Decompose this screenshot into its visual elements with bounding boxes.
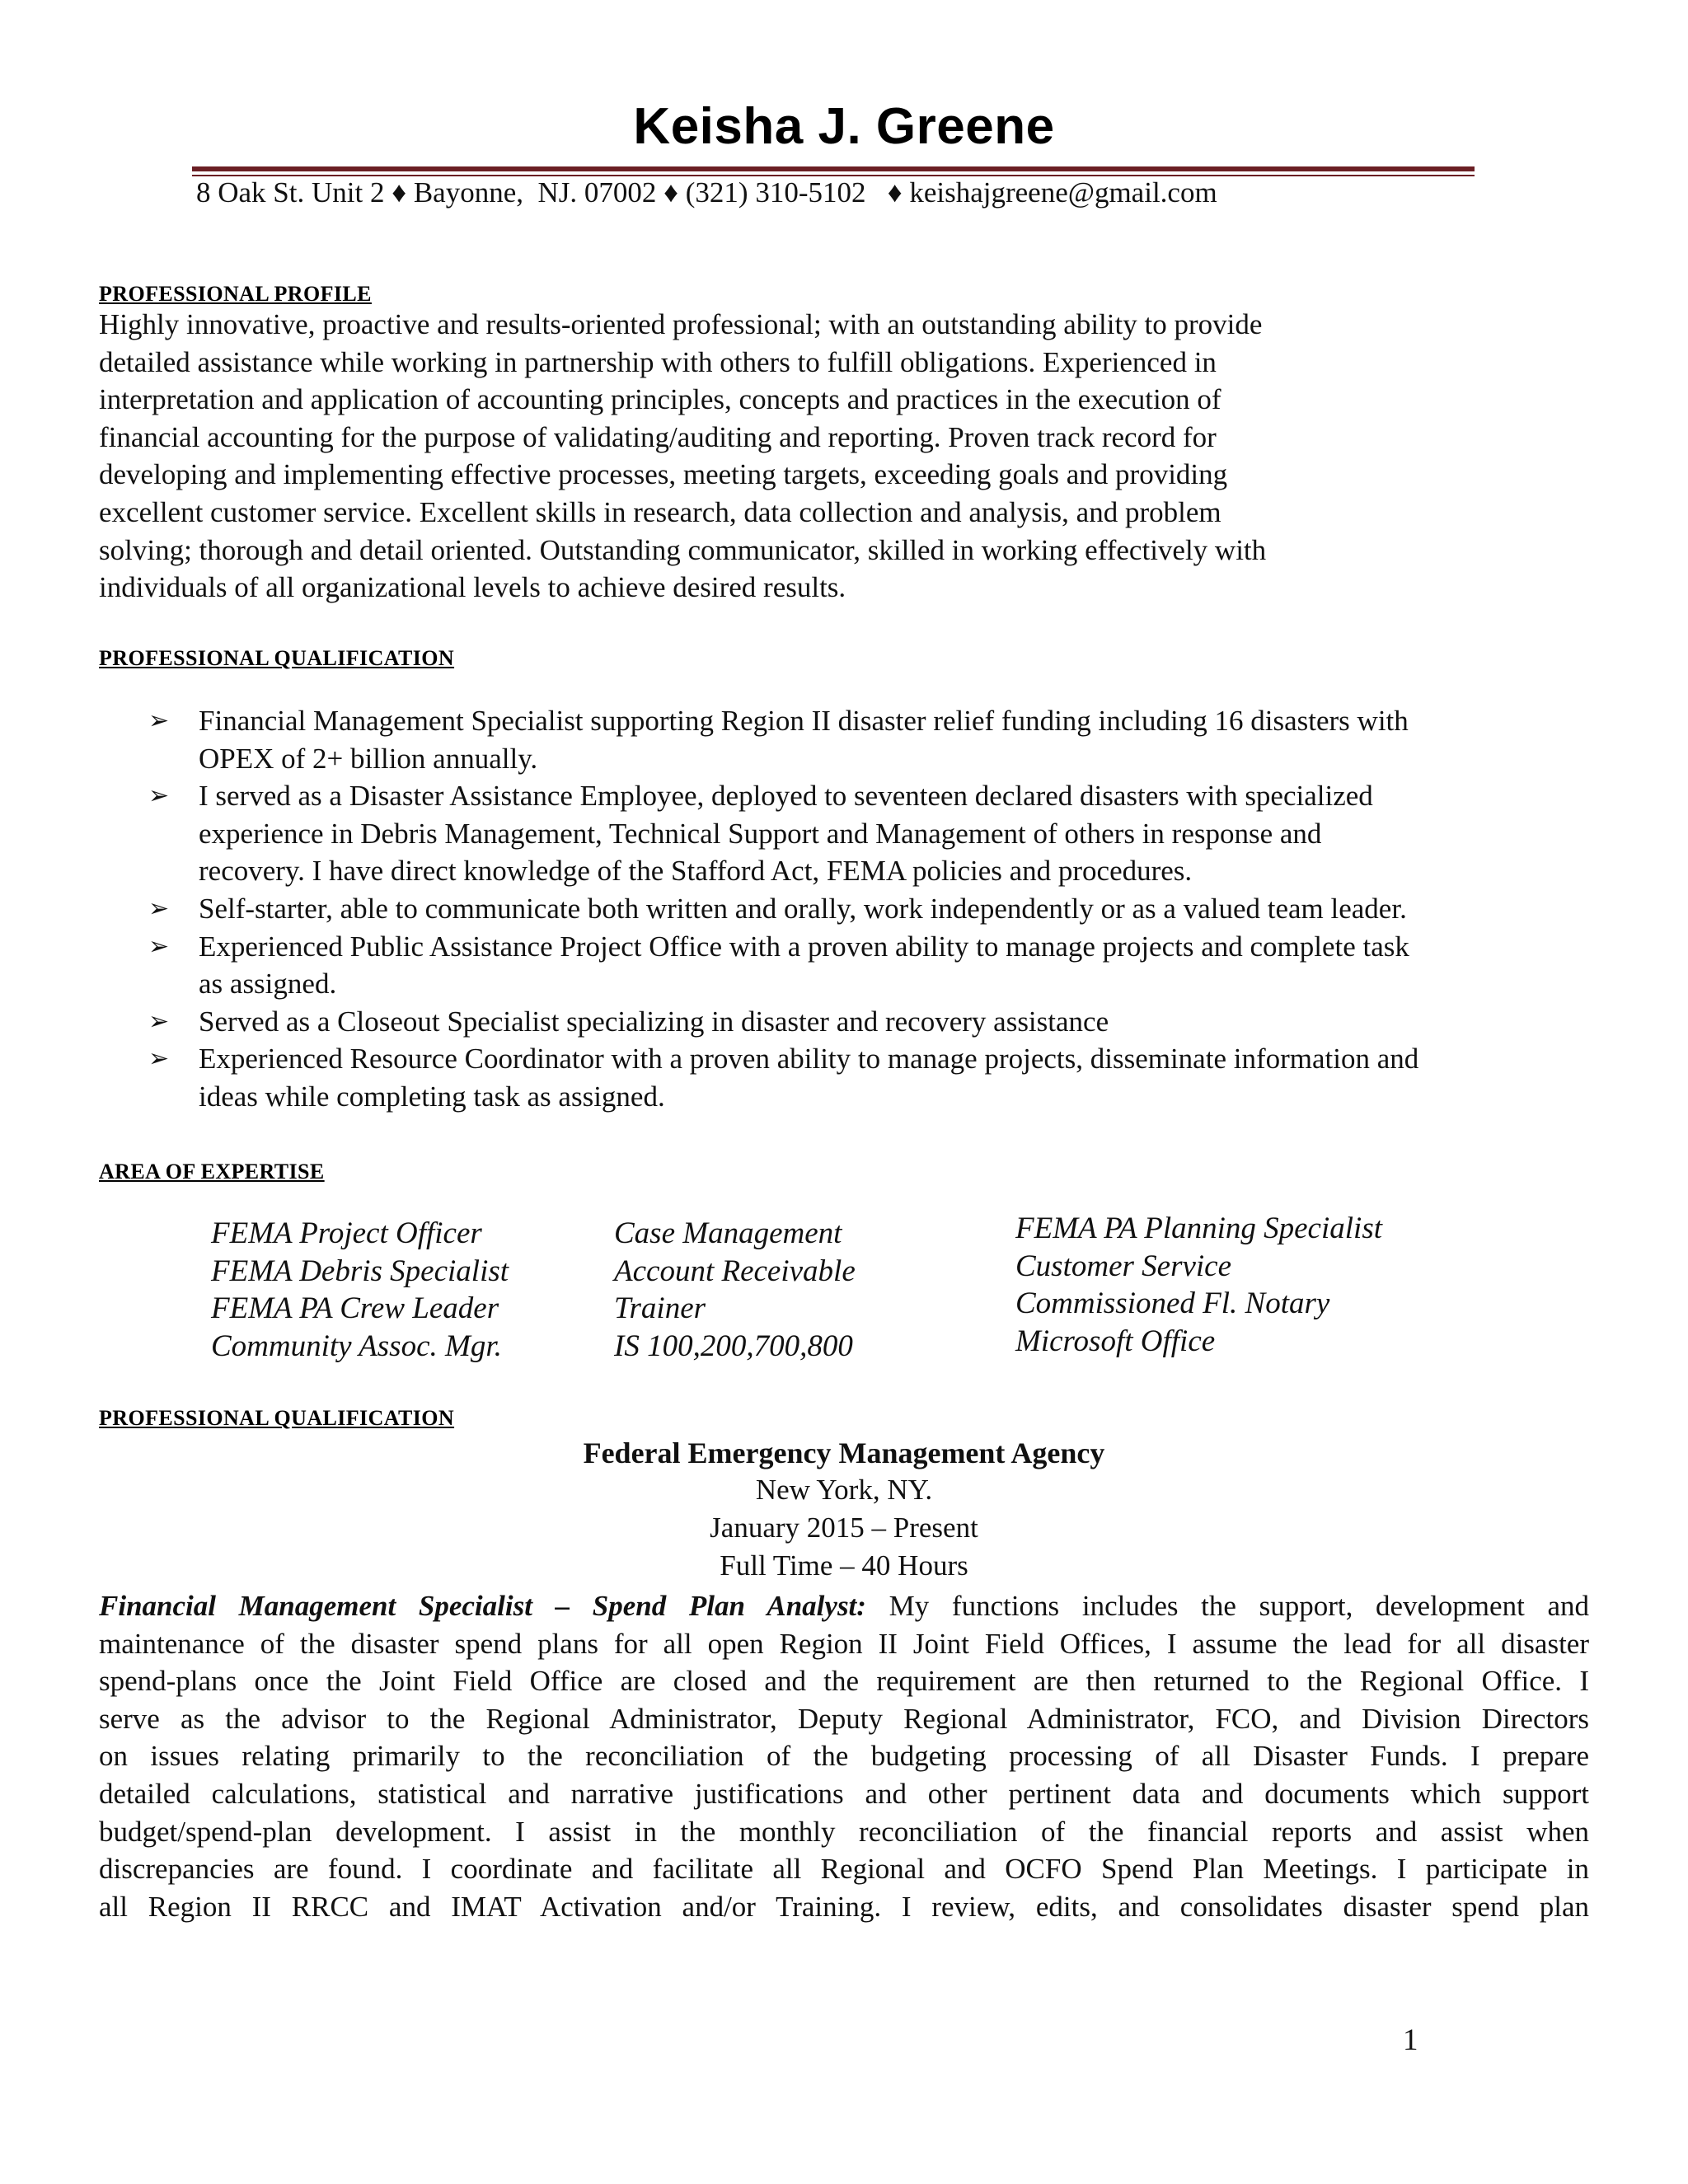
arrow-bullet-icon: ➢ (148, 1007, 170, 1035)
expertise-item: Case Management (614, 1216, 842, 1250)
employment-hours: Full Time – 40 Hours (720, 1549, 968, 1582)
job-description (99, 1587, 1589, 1925)
profile-line: financial accounting for the purpose of validating/auditing and reporting. Proven track record for (99, 420, 1217, 453)
profile-line: detailed assistance while working in partnership with others to fulfill obligations. Experienced in (99, 345, 1217, 378)
arrow-bullet-icon: ➢ (148, 782, 170, 810)
qualification-item: ➢ I served as a Disaster Assistance Employee, deployed to seventeen declared disasters with specialized experience in Debris Management, Technical Support and Management of others in response and recovery. I have direct knowledge of the Stafford Act, FEMA policies and procedures. (99, 777, 1582, 890)
job-description-line: maintenance of the disaster spend plans for all open Region II Joint Field Offices, I assume the lead for all disaster (99, 1627, 1589, 1660)
expertise-item: IS 100,200,700,800 (614, 1329, 853, 1363)
profile-heading: PROFESSIONAL PROFILE (99, 282, 372, 306)
expertise-item: FEMA Project Officer (211, 1216, 482, 1250)
expertise-column (1015, 1210, 1382, 1360)
job-description-line: budget/spend-plan development. I assist in the monthly reconciliation of the financial reports and assist when (99, 1815, 1589, 1848)
expertise-item: Microsoft Office (1015, 1324, 1216, 1358)
employment-dates: January 2015 – Present (710, 1511, 978, 1544)
expertise-item: Community Assoc. Mgr. (211, 1329, 502, 1363)
profile-line: developing and implementing effective processes, meeting targets, exceeding goals and providing (99, 458, 1228, 491)
experience-heading: PROFESSIONAL QUALIFICATION (99, 1406, 455, 1430)
expertise-item: Account Receivable (614, 1254, 856, 1288)
role-title: Financial Management Specialist – Spend Plan Analyst: (99, 1590, 866, 1622)
job-description-line: serve as the advisor to the Regional Administrator, Deputy Regional Administrator, FCO, and Division Directors (99, 1702, 1589, 1735)
job-description-line: on issues relating primarily to the reconciliation of the budgeting processing of all Disaster Funds. I prepare (99, 1740, 1589, 1773)
expertise-column (211, 1215, 509, 1365)
qualification-item: ➢ Experienced Resource Coordinator with a proven ability to manage projects, disseminate information and ideas while completing task as assigned. (99, 1040, 1582, 1115)
qualification-heading: PROFESSIONAL QUALIFICATION (99, 646, 455, 670)
profile-line: interpretation and application of accounting principles, concepts and practices in the execution of (99, 383, 1221, 416)
expertise-item: Customer Service (1015, 1249, 1232, 1283)
contact-line: 8 Oak St. Unit 2 ♦ Bayonne, NJ. 07002 ♦ (321) 310-5102 ♦ keishajgreene@gmail.com (196, 176, 1217, 209)
candidate-name: Keisha J. Greene (633, 98, 1055, 155)
expertise-column (614, 1215, 856, 1365)
arrow-bullet-icon: ➢ (148, 894, 170, 922)
qualification-list (99, 702, 1582, 1116)
profile-paragraph (99, 306, 1266, 607)
profile-line: individuals of all organizational levels to achieve desired results. (99, 571, 846, 604)
header-rule-thick (192, 166, 1475, 171)
job-description-line: detailed calculations, statistical and narrative justifications and other pertinent data and documents which support (99, 1777, 1589, 1810)
qualification-item: ➢ Served as a Closeout Specialist specializing in disaster and recovery assistance (99, 1003, 1582, 1041)
qualification-item: ➢ Financial Management Specialist supporting Region II disaster relief funding including 16 disasters with OPEX of 2+ billion annually. (99, 702, 1582, 777)
expertise-item: Trainer (614, 1291, 706, 1326)
expertise-item: FEMA PA Planning Specialist (1015, 1212, 1382, 1245)
expertise-item: FEMA PA Crew Leader (211, 1291, 499, 1326)
job-description-line: all Region II RRCC and IMAT Activation and/or Training. I review, edits, and consolidates disaster spend plan (99, 1890, 1589, 1923)
qualification-item: ➢ Experienced Public Assistance Project Office with a proven ability to manage projects and complete task as assigned. (99, 928, 1582, 1003)
arrow-bullet-icon: ➢ (148, 1045, 170, 1073)
expertise-item: FEMA Debris Specialist (211, 1254, 509, 1288)
arrow-bullet-icon: ➢ (148, 707, 170, 734)
page-number: 1 (1403, 2023, 1418, 2057)
arrow-bullet-icon: ➢ (148, 932, 170, 960)
employer-name: Federal Emergency Management Agency (583, 1436, 1105, 1469)
job-description-line: Financial Management Specialist – Spend Plan Analyst: My functions includes the support, development and (99, 1590, 1589, 1622)
profile-line: excellent customer service. Excellent skills in research, data collection and analysis, and problem (99, 495, 1221, 528)
job-description-line: discrepancies are found. I coordinate and facilitate all Regional and OCFO Spend Plan Meetings. I participate in (99, 1853, 1589, 1886)
profile-line: solving; thorough and detail oriented. Outstanding communicator, skilled in working effectively with (99, 533, 1267, 566)
employer-location: New York, NY. (755, 1474, 933, 1506)
profile-line: Highly innovative, proactive and results-oriented professional; with an outstanding ability to provide (99, 308, 1263, 340)
job-description-line: spend-plans once the Joint Field Office are closed and the requirement are then returned to the Regional Office. I (99, 1665, 1589, 1698)
qualification-item: ➢ Self-starter, able to communicate both written and orally, work independently or as a valued team leader. (99, 890, 1582, 928)
expertise-heading: AREA OF EXPERTISE (99, 1160, 325, 1183)
expertise-item: Commissioned Fl. Notary (1015, 1286, 1330, 1321)
